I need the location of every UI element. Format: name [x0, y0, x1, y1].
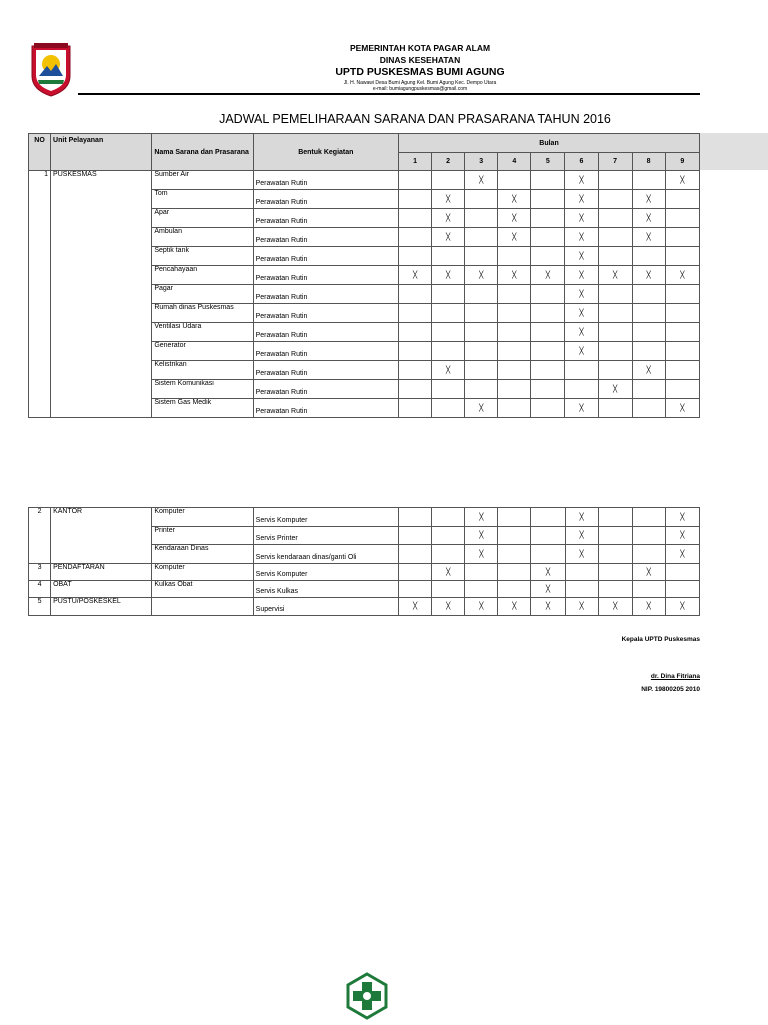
row-no: 2: [29, 508, 51, 527]
row-sarana: Komputer: [152, 508, 253, 527]
month-header: 7: [598, 153, 632, 171]
table-row: [29, 285, 700, 304]
row-no: [29, 209, 51, 228]
table-row: [29, 380, 700, 399]
row-kegiatan: Perawatan Rutin: [253, 361, 398, 380]
row-unit: [51, 361, 152, 380]
month-cell: ╳: [565, 342, 598, 361]
month-cell: [432, 323, 465, 342]
month-cell: ╳: [665, 545, 699, 564]
month-cell: ╳: [565, 508, 598, 527]
month-cell: [465, 581, 498, 598]
row-kegiatan: Perawatan Rutin: [253, 342, 398, 361]
table-row: [29, 266, 700, 285]
month-cell: [598, 508, 632, 527]
month-cell: ╳: [465, 171, 498, 190]
month-cell: [531, 285, 565, 304]
month-cell: ╳: [432, 598, 465, 616]
month-cell: [498, 527, 531, 545]
month-cell: [598, 342, 632, 361]
row-kegiatan: Perawatan Rutin: [253, 399, 398, 418]
row-no: [29, 247, 51, 266]
month-cell: [498, 380, 531, 399]
month-cell: [665, 190, 699, 209]
month-cell: [531, 190, 565, 209]
month-cell: [399, 527, 432, 545]
month-cell: [432, 399, 465, 418]
month-cell: [399, 190, 432, 209]
month-cell: ╳: [399, 598, 432, 616]
row-sarana: Ambulan: [152, 228, 253, 247]
table-row: [29, 581, 700, 598]
month-cell: ╳: [531, 581, 565, 598]
row-kegiatan: Servis Komputer: [253, 508, 398, 527]
month-cell: [531, 171, 565, 190]
row-unit: [51, 323, 152, 342]
month-cell: ╳: [498, 190, 531, 209]
month-cell: [432, 247, 465, 266]
table-row: [29, 209, 700, 228]
month-header: 4: [498, 153, 531, 171]
row-sarana: Sistem Gas Medik: [152, 399, 253, 418]
month-cell: ╳: [565, 171, 598, 190]
month-cell: ╳: [432, 190, 465, 209]
table-row: [29, 545, 700, 564]
month-cell: [632, 342, 665, 361]
month-cell: [432, 342, 465, 361]
table-row: [29, 171, 700, 190]
month-cell: [531, 361, 565, 380]
month-cell: [665, 247, 699, 266]
page-title: JADWAL PEMELIHARAAN SARANA DAN PRASARANA TAHUN 2016: [219, 112, 611, 126]
row-unit: OBAT: [51, 581, 152, 598]
month-cell: [399, 304, 432, 323]
government-name: PEMERINTAH KOTA PAGAR ALAM: [349, 43, 491, 53]
month-cell: ╳: [465, 527, 498, 545]
month-cell: [632, 581, 665, 598]
row-no: [29, 228, 51, 247]
month-cell: [598, 323, 632, 342]
month-cell: ╳: [565, 209, 598, 228]
month-cell: [399, 285, 432, 304]
row-kegiatan: Supervisi: [253, 598, 398, 616]
row-sarana: Generator: [152, 342, 253, 361]
month-cell: [632, 171, 665, 190]
row-no: [29, 266, 51, 285]
row-sarana: [152, 598, 253, 616]
row-kegiatan: Perawatan Rutin: [253, 266, 398, 285]
row-kegiatan: Perawatan Rutin: [253, 304, 398, 323]
month-cell: [465, 304, 498, 323]
row-no: [29, 545, 51, 564]
row-unit: [51, 527, 152, 545]
table-row: [29, 508, 700, 527]
month-cell: [498, 285, 531, 304]
month-cell: [531, 323, 565, 342]
month-cell: ╳: [565, 266, 598, 285]
month-cell: [598, 304, 632, 323]
month-cell: ╳: [565, 228, 598, 247]
row-kegiatan: Perawatan Rutin: [253, 228, 398, 247]
row-no: 1: [29, 171, 51, 190]
month-cell: [498, 581, 531, 598]
month-cell: ╳: [432, 266, 465, 285]
month-cell: ╳: [598, 598, 632, 616]
row-kegiatan: Perawatan Rutin: [253, 380, 398, 399]
month-cell: ╳: [498, 209, 531, 228]
row-unit: [51, 304, 152, 323]
email-line: e-mail: bumiagungpuskesmas@gmail.com: [372, 86, 468, 92]
month-cell: ╳: [632, 190, 665, 209]
month-cell: [399, 228, 432, 247]
month-cell: ╳: [632, 266, 665, 285]
month-cell: [399, 171, 432, 190]
row-kegiatan: Servis Kulkas: [253, 581, 398, 598]
row-kegiatan: Servis Komputer: [253, 564, 398, 581]
month-cell: [531, 399, 565, 418]
month-cell: [632, 508, 665, 527]
table-row: [29, 190, 700, 209]
month-cell: [465, 342, 498, 361]
month-cell: [565, 361, 598, 380]
row-sarana: Sumber Air: [152, 171, 253, 190]
month-cell: ╳: [465, 266, 498, 285]
header-bulan: Bulan: [399, 134, 700, 153]
month-header: 6: [565, 153, 598, 171]
row-kegiatan: Perawatan Rutin: [253, 171, 398, 190]
month-cell: ╳: [632, 228, 665, 247]
month-cell: [465, 323, 498, 342]
month-header: 3: [465, 153, 498, 171]
row-sarana: Kulkas Obat: [152, 581, 253, 598]
month-cell: [598, 171, 632, 190]
row-unit: [51, 342, 152, 361]
month-cell: [399, 209, 432, 228]
row-sarana: Komputer: [152, 564, 253, 581]
month-cell: [432, 171, 465, 190]
month-cell: [465, 564, 498, 581]
month-cell: [632, 247, 665, 266]
month-cell: [632, 380, 665, 399]
month-cell: ╳: [565, 247, 598, 266]
month-cell: ╳: [565, 304, 598, 323]
row-unit: PUSKESMAS: [51, 171, 152, 190]
month-cell: [465, 361, 498, 380]
month-header: 5: [531, 153, 565, 171]
month-cell: [498, 399, 531, 418]
row-no: 3: [29, 564, 51, 581]
month-cell: [498, 508, 531, 527]
month-cell: ╳: [531, 266, 565, 285]
row-sarana: Tom: [152, 190, 253, 209]
row-unit: [51, 228, 152, 247]
month-cell: ╳: [432, 228, 465, 247]
month-cell: [598, 545, 632, 564]
row-unit: PENDAFTARAN: [51, 564, 152, 581]
row-no: [29, 285, 51, 304]
month-cell: [632, 285, 665, 304]
month-cell: ╳: [632, 598, 665, 616]
month-cell: ╳: [565, 323, 598, 342]
month-cell: [598, 228, 632, 247]
row-sarana: Pagar: [152, 285, 253, 304]
month-cell: [598, 247, 632, 266]
month-cell: ╳: [565, 598, 598, 616]
row-kegiatan: Perawatan Rutin: [253, 190, 398, 209]
month-cell: [399, 545, 432, 564]
address-line: Jl. H. Nawawi Desa Bumi Agung Kel. Bumi Agung Kec. Dempo Utara: [343, 80, 497, 86]
month-cell: [465, 190, 498, 209]
month-cell: [632, 527, 665, 545]
signature-nip: NIP. 19800205 2010: [641, 686, 700, 693]
table-row: [29, 361, 700, 380]
row-kegiatan: Perawatan Rutin: [253, 323, 398, 342]
row-kegiatan: Servis Printer: [253, 527, 398, 545]
month-cell: ╳: [632, 361, 665, 380]
table-row: [29, 399, 700, 418]
header-divider: [78, 93, 700, 95]
month-cell: [531, 527, 565, 545]
row-sarana: Ventilasi Udara: [152, 323, 253, 342]
month-cell: [498, 171, 531, 190]
month-cell: [531, 380, 565, 399]
month-cell: ╳: [565, 399, 598, 418]
month-cell: [598, 564, 632, 581]
month-cell: ╳: [565, 190, 598, 209]
row-unit: [51, 266, 152, 285]
row-no: [29, 527, 51, 545]
month-cell: [531, 209, 565, 228]
month-cell: [399, 564, 432, 581]
month-cell: [498, 342, 531, 361]
month-cell: [598, 399, 632, 418]
month-cell: [465, 209, 498, 228]
month-cell: [465, 285, 498, 304]
row-unit: [51, 285, 152, 304]
month-cell: [665, 581, 699, 598]
month-cell: ╳: [498, 266, 531, 285]
month-cell: [598, 285, 632, 304]
month-cell: [498, 564, 531, 581]
month-cell: [632, 323, 665, 342]
month-cell: [565, 380, 598, 399]
month-cell: [432, 527, 465, 545]
row-no: 4: [29, 581, 51, 598]
month-cell: [432, 285, 465, 304]
month-cell: [598, 209, 632, 228]
row-sarana: Rumah dinas Puskesmas: [152, 304, 253, 323]
month-cell: ╳: [565, 527, 598, 545]
table-row: [29, 323, 700, 342]
table-row: [29, 527, 700, 545]
month-cell: ╳: [531, 598, 565, 616]
row-kegiatan: Servis kendaraan dinas/ganti Oli: [253, 545, 398, 564]
month-cell: [665, 285, 699, 304]
header-kegiatan: Bentuk Kegiatan: [253, 134, 398, 171]
table-row: [29, 304, 700, 323]
month-cell: ╳: [665, 399, 699, 418]
month-cell: ╳: [665, 598, 699, 616]
month-cell: ╳: [498, 228, 531, 247]
row-no: [29, 190, 51, 209]
row-unit: [51, 380, 152, 399]
month-cell: [598, 361, 632, 380]
row-no: [29, 304, 51, 323]
month-cell: ╳: [432, 564, 465, 581]
unit-name: UPTD PUSKESMAS BUMI AGUNG: [335, 66, 505, 78]
month-cell: ╳: [465, 399, 498, 418]
month-cell: [665, 228, 699, 247]
row-unit: KANTOR: [51, 508, 152, 527]
department-name: DINAS KESEHATAN: [379, 55, 461, 65]
month-cell: [565, 581, 598, 598]
month-cell: [399, 247, 432, 266]
row-kegiatan: Perawatan Rutin: [253, 247, 398, 266]
month-cell: [531, 545, 565, 564]
month-cell: [432, 545, 465, 564]
month-cell: [665, 361, 699, 380]
month-cell: [665, 209, 699, 228]
month-cell: [498, 361, 531, 380]
month-cell: [531, 508, 565, 527]
month-cell: [598, 581, 632, 598]
month-cell: [632, 399, 665, 418]
row-no: 5: [29, 598, 51, 616]
month-cell: ╳: [665, 266, 699, 285]
row-unit: [51, 545, 152, 564]
row-unit: PUSTU/POSKESKEL: [51, 598, 152, 616]
table-row: [29, 598, 700, 616]
month-cell: ╳: [598, 266, 632, 285]
month-header: 8: [632, 153, 665, 171]
row-no: [29, 361, 51, 380]
month-cell: [498, 545, 531, 564]
table-row: [29, 342, 700, 361]
month-cell: [432, 508, 465, 527]
month-cell: [531, 342, 565, 361]
month-cell: ╳: [465, 598, 498, 616]
row-sarana: Kendaraan Dinas: [152, 545, 253, 564]
city-emblem-icon: [30, 42, 72, 98]
header-unit: Unit Pelayanan: [51, 134, 152, 171]
month-cell: [598, 190, 632, 209]
month-cell: [399, 380, 432, 399]
month-cell: [465, 228, 498, 247]
maintenance-schedule-table-2: [28, 507, 700, 616]
row-unit: [51, 190, 152, 209]
month-cell: ╳: [565, 285, 598, 304]
month-cell: ╳: [432, 361, 465, 380]
month-cell: ╳: [465, 508, 498, 527]
month-cell: [632, 304, 665, 323]
table-row: [29, 564, 700, 581]
month-cell: [399, 342, 432, 361]
month-cell: [665, 380, 699, 399]
row-kegiatan: Perawatan Rutin: [253, 209, 398, 228]
month-cell: [498, 247, 531, 266]
month-cell: ╳: [665, 171, 699, 190]
maintenance-schedule-table: [28, 133, 700, 418]
signature-name: dr. Dina Fitriana: [650, 673, 700, 680]
month-cell: [432, 380, 465, 399]
month-cell: [399, 323, 432, 342]
month-cell: [598, 527, 632, 545]
row-sarana: Kelistrikan: [152, 361, 253, 380]
month-header: 1: [399, 153, 432, 171]
row-sarana: Apar: [152, 209, 253, 228]
row-unit: [51, 209, 152, 228]
month-header: 9: [665, 153, 699, 171]
row-unit: [51, 399, 152, 418]
table-row: [29, 247, 700, 266]
row-kegiatan: Perawatan Rutin: [253, 285, 398, 304]
month-cell: ╳: [665, 508, 699, 527]
row-unit: [51, 247, 152, 266]
month-cell: ╳: [432, 209, 465, 228]
month-cell: [498, 304, 531, 323]
row-sarana: Pencahayaan: [152, 266, 253, 285]
header-sarana: Nama Sarana dan Prasarana: [152, 134, 253, 171]
month-cell: [399, 581, 432, 598]
row-no: [29, 323, 51, 342]
month-cell: ╳: [399, 266, 432, 285]
row-no: [29, 380, 51, 399]
month-cell: [399, 361, 432, 380]
month-cell: ╳: [598, 380, 632, 399]
month-cell: ╳: [498, 598, 531, 616]
month-cell: [665, 304, 699, 323]
month-cell: ╳: [665, 527, 699, 545]
table-row: [29, 228, 700, 247]
month-cell: [531, 247, 565, 266]
month-cell: ╳: [632, 564, 665, 581]
month-cell: [531, 228, 565, 247]
month-cell: [565, 564, 598, 581]
header-no: NO: [29, 134, 51, 171]
month-cell: [399, 399, 432, 418]
month-cell: [465, 247, 498, 266]
month-cell: ╳: [531, 564, 565, 581]
row-no: [29, 399, 51, 418]
month-cell: [399, 508, 432, 527]
month-header: 2: [432, 153, 465, 171]
month-cell: [632, 545, 665, 564]
month-cell: [665, 323, 699, 342]
month-cell: [665, 342, 699, 361]
month-cell: ╳: [565, 545, 598, 564]
month-cell: ╳: [632, 209, 665, 228]
row-no: [29, 342, 51, 361]
signature-role: Kepala UPTD Puskesmas: [621, 636, 700, 643]
row-sarana: Sistem Komunikasi: [152, 380, 253, 399]
row-sarana: Printer: [152, 527, 253, 545]
month-cell: ╳: [465, 545, 498, 564]
health-cross-emblem-icon: [344, 972, 390, 1020]
row-sarana: Septik tank: [152, 247, 253, 266]
month-cell: [531, 304, 565, 323]
header-band: [700, 133, 768, 170]
month-cell: [432, 581, 465, 598]
month-cell: [498, 323, 531, 342]
month-cell: [432, 304, 465, 323]
month-cell: [665, 564, 699, 581]
month-cell: [465, 380, 498, 399]
